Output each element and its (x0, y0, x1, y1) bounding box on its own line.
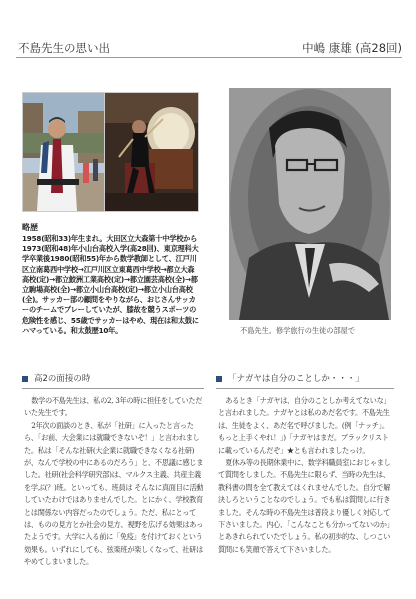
section2-divider (216, 388, 394, 389)
section2-title: 「ナガヤは自分のことしか・・・」 (228, 374, 364, 384)
page-title: 不島先生の思い出 (18, 41, 110, 55)
section1-body (24, 395, 204, 569)
bio-text: 1958(昭和33)年生まれ。大田区立大森第十中学校から1973(昭和48)年小山台高校入学(高28回)、東京理科大学卒業後1980(昭和55)年から数学教師として、江戸川区立南葛西中学校→江戸川区立東葛西中学校→都立大森高校(定)→都立鮫洲工業高校(定)→都立園芸高校(全)→都立駒場高校(全)→都立小山台高校(定)→都立小山台高校(全)。サッカー部の顧問をやりながら、おじさんサッカーのチームでプレーしていたが、膝故を競うスポーツの危険性を感じ、55歳でサッカーはやめ、現在は和太鼓にハマっている。和太鼓歴10年。 (22, 234, 199, 335)
section2-body (218, 395, 394, 556)
portrait-photo (229, 88, 391, 320)
author-name: 中嶋 康雄 (高28回) (302, 41, 402, 55)
paragraph: あるとき「ナガヤは、自分のことしか考えてないな」と言われました。ナガヤとは私のあだ名です。不島先生は、生徒をよく、あだ名で呼びました。(例「ナッチ」。もっと上手くやれ！」)「ナガヤはまだ。ブラックリストに載っているんだぞ」★とも言われましたっけ。 (218, 396, 391, 455)
section1-divider (22, 388, 204, 389)
section1-title: 高2の面接の時 (34, 374, 91, 384)
section2-heading (216, 372, 364, 384)
square-bullet-icon (216, 376, 222, 382)
header-divider (16, 57, 402, 58)
paragraph: 数学の不島先生は、私の2, 3年の時に担任をしていただいた先生です。 (24, 396, 203, 418)
portrait-caption: 不島先生。修学旅行の生徒の部屋で (240, 326, 356, 335)
paragraph: 2年次の面談のとき、私が「社研」に入ったと言ったら、「お前、大会業には就職できないぞ！」と言われました。私は「そんな社研(大企業に就職できなくなる社研)が、なんで学校の中にあるのだろう」と、不思議に感じました。社研(社会科学研究部)は、マルクス主義、共産主義を学ぶ(？)班。といっても、班員は そんなに真面目に活動していたわけではありませんでした。とにかく、学校教育とは関係ない内容だったのでしょう。ただ、私にとっては、ものの見方とか社会の見方、視野を広げる効果はあったようです。大学に入る前に「免疫」を付けておくという効果も。いずれにしても、弦楽班が楽しくなって、社研はやめてしまいました。 (24, 420, 204, 567)
festival-photo (22, 92, 107, 212)
taiko-photo (104, 92, 199, 212)
square-bullet-icon (22, 376, 28, 382)
paragraph: 夏休み等の長期休業中に、数学科職員室におじゃまして質問をしました。不島先生に限らず、当時の先生は、教科書の問を全て教えてはくれませんでした。自分で解決しろということなのでしょう。でも私は質問しに行きました。そんな時の不島先生は普段より優しく対応して下さいました。内心、「こんなことも分かってないのか」とあきれられていたでしょう。私の初歩的な、しつこい質問にも笑顔で答えて下さいました。 (218, 458, 394, 554)
section1-heading (22, 372, 90, 384)
bio-heading: 略歴 (22, 223, 38, 232)
